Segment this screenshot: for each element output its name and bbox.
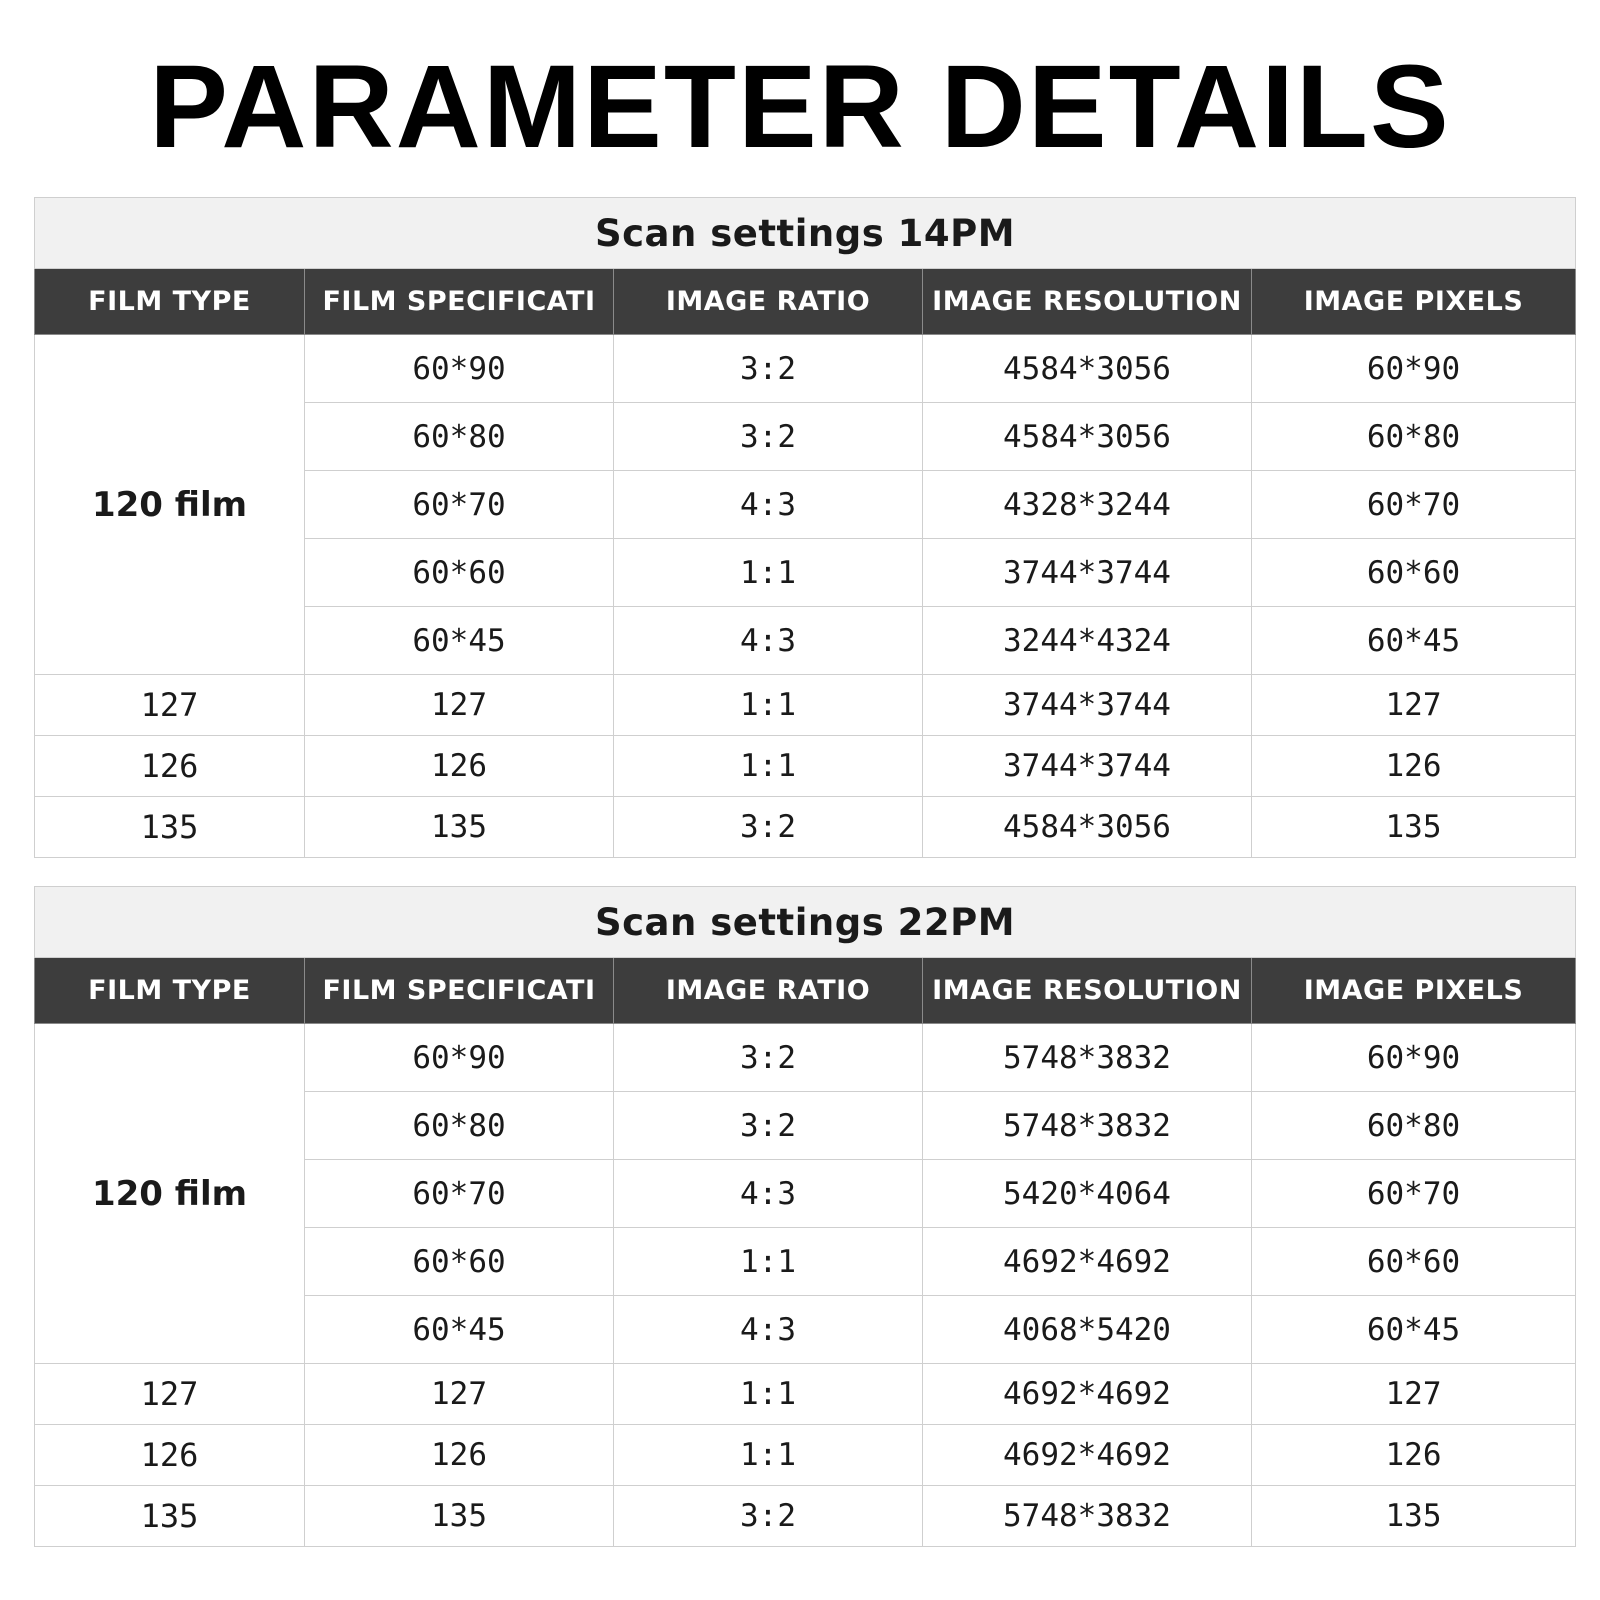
film-specification-cell: 135 xyxy=(305,1486,614,1547)
image-pixels-cell: 60*60 xyxy=(1252,1228,1576,1296)
image-resolution-cell: 5748*3832 xyxy=(923,1024,1252,1092)
image-resolution-cell: 3744*3744 xyxy=(923,736,1252,797)
film-type-cell: 120 film xyxy=(35,1024,305,1364)
image-resolution-cell: 4692*4692 xyxy=(923,1228,1252,1296)
scan-settings-14pm-table xyxy=(34,197,1576,858)
image-ratio-cell: 1:1 xyxy=(614,1425,923,1486)
image-resolution-cell: 4584*3056 xyxy=(923,403,1252,471)
image-ratio-cell: 1:1 xyxy=(614,539,923,607)
image-resolution-cell: 4068*5420 xyxy=(923,1296,1252,1364)
table-row xyxy=(35,797,1576,858)
image-pixels-cell: 126 xyxy=(1252,736,1576,797)
scan-settings-22pm-table xyxy=(34,886,1576,1547)
film-type-cell: 120 film xyxy=(35,335,305,675)
image-ratio-cell: 4:3 xyxy=(614,471,923,539)
film-type-cell: 135 xyxy=(35,1486,305,1547)
image-pixels-cell: 60*45 xyxy=(1252,1296,1576,1364)
film-specification-cell: 60*80 xyxy=(305,403,614,471)
image-resolution-cell: 5748*3832 xyxy=(923,1092,1252,1160)
image-pixels-cell: 60*60 xyxy=(1252,539,1576,607)
image-pixels-cell: 127 xyxy=(1252,675,1576,736)
image-ratio-cell: 4:3 xyxy=(614,1160,923,1228)
film-specification-cell: 60*45 xyxy=(305,607,614,675)
column-header-film-type: FILM TYPE xyxy=(35,958,305,1024)
film-specification-cell: 60*45 xyxy=(305,1296,614,1364)
image-resolution-cell: 4584*3056 xyxy=(923,335,1252,403)
column-header-image-ratio: IMAGE RATIO xyxy=(614,958,923,1024)
film-type-cell: 127 xyxy=(35,1364,305,1425)
image-ratio-cell: 1:1 xyxy=(614,736,923,797)
film-specification-cell: 60*70 xyxy=(305,471,614,539)
image-resolution-cell: 5748*3832 xyxy=(923,1486,1252,1547)
image-resolution-cell: 4692*4692 xyxy=(923,1364,1252,1425)
column-header-image-ratio: IMAGE RATIO xyxy=(614,269,923,335)
image-resolution-cell: 4692*4692 xyxy=(923,1425,1252,1486)
film-specification-cell: 60*90 xyxy=(305,1024,614,1092)
image-ratio-cell: 4:3 xyxy=(614,607,923,675)
table-row xyxy=(35,1024,1576,1092)
image-resolution-cell: 3744*3744 xyxy=(923,539,1252,607)
table-caption: Scan settings 22PM xyxy=(35,887,1576,958)
image-resolution-cell: 3244*4324 xyxy=(923,607,1252,675)
image-pixels-cell: 60*70 xyxy=(1252,1160,1576,1228)
table-header-row xyxy=(35,958,1576,1024)
image-resolution-cell: 4328*3244 xyxy=(923,471,1252,539)
image-pixels-cell: 135 xyxy=(1252,797,1576,858)
image-ratio-cell: 3:2 xyxy=(614,1486,923,1547)
film-specification-cell: 127 xyxy=(305,1364,614,1425)
image-pixels-cell: 60*45 xyxy=(1252,607,1576,675)
image-pixels-cell: 60*90 xyxy=(1252,1024,1576,1092)
column-header-film-type: FILM TYPE xyxy=(35,269,305,335)
film-type-cell: 126 xyxy=(35,1425,305,1486)
table-row xyxy=(35,1486,1576,1547)
table-row xyxy=(35,1364,1576,1425)
image-resolution-cell: 4584*3056 xyxy=(923,797,1252,858)
image-ratio-cell: 4:3 xyxy=(614,1296,923,1364)
film-type-cell: 127 xyxy=(35,675,305,736)
image-ratio-cell: 3:2 xyxy=(614,403,923,471)
image-ratio-cell: 3:2 xyxy=(614,335,923,403)
image-pixels-cell: 60*90 xyxy=(1252,335,1576,403)
table-row xyxy=(35,675,1576,736)
image-ratio-cell: 1:1 xyxy=(614,675,923,736)
film-specification-cell: 60*70 xyxy=(305,1160,614,1228)
film-specification-cell: 127 xyxy=(305,675,614,736)
image-pixels-cell: 135 xyxy=(1252,1486,1576,1547)
column-header-image-resolution: IMAGE RESOLUTION xyxy=(923,958,1252,1024)
film-specification-cell: 126 xyxy=(305,1425,614,1486)
image-ratio-cell: 1:1 xyxy=(614,1364,923,1425)
table-header-row xyxy=(35,269,1576,335)
table-row xyxy=(35,1425,1576,1486)
page-title: PARAMETER DETAILS xyxy=(149,41,1451,173)
film-specification-cell: 60*80 xyxy=(305,1092,614,1160)
table-caption: Scan settings 14PM xyxy=(35,198,1576,269)
table-row xyxy=(35,335,1576,403)
image-resolution-cell: 3744*3744 xyxy=(923,675,1252,736)
image-resolution-cell: 5420*4064 xyxy=(923,1160,1252,1228)
image-pixels-cell: 60*80 xyxy=(1252,403,1576,471)
image-ratio-cell: 3:2 xyxy=(614,797,923,858)
image-ratio-cell: 3:2 xyxy=(614,1092,923,1160)
film-specification-cell: 135 xyxy=(305,797,614,858)
column-header-film-specification: FILM SPECIFICATI xyxy=(305,269,614,335)
column-header-image-resolution: IMAGE RESOLUTION xyxy=(923,269,1252,335)
film-type-cell: 135 xyxy=(35,797,305,858)
image-pixels-cell: 127 xyxy=(1252,1364,1576,1425)
image-pixels-cell: 60*70 xyxy=(1252,471,1576,539)
film-specification-cell: 126 xyxy=(305,736,614,797)
image-ratio-cell: 1:1 xyxy=(614,1228,923,1296)
image-pixels-cell: 60*80 xyxy=(1252,1092,1576,1160)
film-type-cell: 126 xyxy=(35,736,305,797)
column-header-film-specification: FILM SPECIFICATI xyxy=(305,958,614,1024)
film-specification-cell: 60*90 xyxy=(305,335,614,403)
table-row xyxy=(35,736,1576,797)
film-specification-cell: 60*60 xyxy=(305,1228,614,1296)
image-ratio-cell: 3:2 xyxy=(614,1024,923,1092)
column-header-image-pixels: IMAGE PIXELS xyxy=(1252,958,1576,1024)
film-specification-cell: 60*60 xyxy=(305,539,614,607)
image-pixels-cell: 126 xyxy=(1252,1425,1576,1486)
column-header-image-pixels: IMAGE PIXELS xyxy=(1252,269,1576,335)
